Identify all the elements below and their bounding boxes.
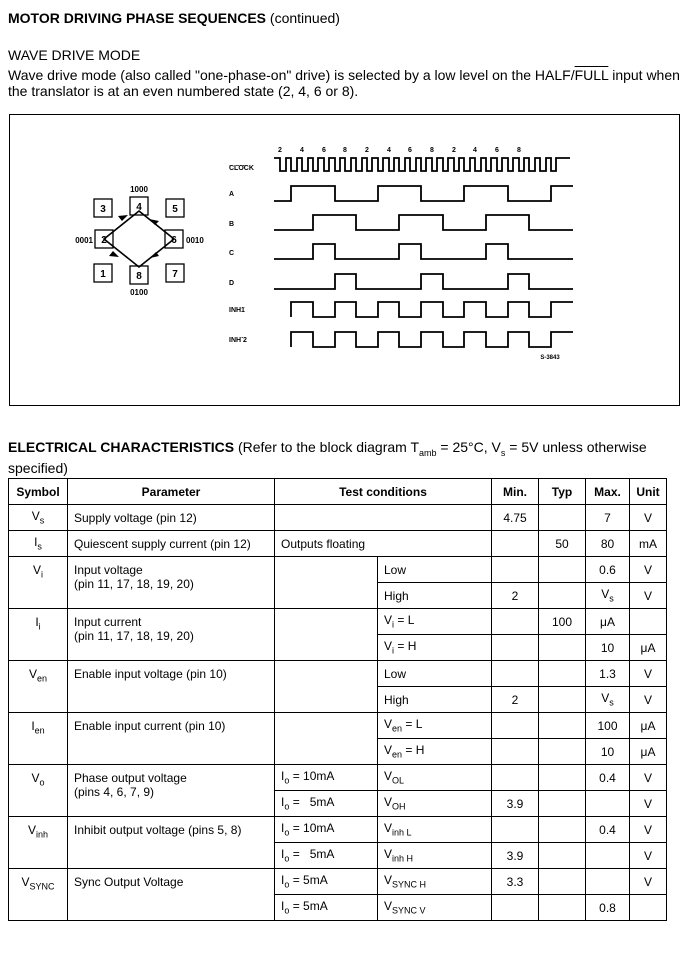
clock-number: 4 bbox=[473, 147, 477, 154]
cond-cell: High bbox=[378, 583, 492, 609]
cond-sub: en bbox=[392, 723, 403, 734]
typ-cell bbox=[539, 505, 586, 531]
cond-sym: V bbox=[384, 821, 393, 836]
cond-cell bbox=[378, 843, 492, 869]
max-cell: 7 bbox=[586, 505, 630, 531]
max-sub: s bbox=[609, 697, 614, 708]
cond-post: = L bbox=[402, 717, 423, 732]
description-paragraph bbox=[8, 67, 686, 99]
sym: I bbox=[31, 719, 35, 733]
inh2-label: INH 2 bbox=[229, 337, 247, 344]
max-cell: 1.3 bbox=[586, 661, 630, 687]
header-min: Min. bbox=[492, 479, 539, 505]
param-line-2: (pins 4, 6, 7, 9) bbox=[74, 785, 155, 799]
signal-c-label: C bbox=[229, 250, 235, 257]
max-cell: 80 bbox=[586, 531, 630, 557]
min-cell: 3.3 bbox=[492, 869, 539, 895]
io-sym: I bbox=[281, 899, 285, 914]
min-cell bbox=[492, 635, 539, 661]
io-sub: o bbox=[284, 879, 290, 890]
cond-cell bbox=[378, 765, 492, 791]
max-cell: 0.6 bbox=[586, 557, 630, 583]
header-max: Max. bbox=[586, 479, 630, 505]
symbol-cell bbox=[9, 765, 68, 817]
param-cell: Inhibit output voltage (pins 5, 8) bbox=[68, 817, 275, 869]
min-cell bbox=[492, 739, 539, 765]
min-cell: 2 bbox=[492, 583, 539, 609]
min-cell bbox=[492, 765, 539, 791]
cond-cell bbox=[378, 609, 492, 635]
table-row bbox=[9, 817, 667, 843]
typ-cell bbox=[539, 765, 586, 791]
clock-number: 2 bbox=[365, 147, 369, 154]
header-parameter: Parameter bbox=[68, 479, 275, 505]
cond-post: = H bbox=[402, 743, 425, 758]
cond-cell: High bbox=[378, 687, 492, 713]
elec-sub-pre: (Refer to the block diagram T bbox=[237, 439, 420, 455]
elec-sub-s: s bbox=[500, 447, 506, 458]
state-arrows bbox=[109, 215, 159, 258]
table-row bbox=[9, 557, 667, 583]
table-row bbox=[9, 713, 667, 739]
io-post: = 10mA bbox=[289, 821, 335, 836]
typ-cell bbox=[539, 687, 586, 713]
typ-cell: 50 bbox=[539, 531, 586, 557]
max-cell: μA bbox=[586, 609, 630, 635]
sym-sub: SYNC bbox=[29, 881, 55, 892]
io-post: = 5mA bbox=[289, 847, 335, 862]
clock-label: CLOCK bbox=[229, 165, 254, 172]
code-0100: 0100 bbox=[130, 288, 148, 297]
code-0010: 0010 bbox=[186, 236, 204, 245]
cond-sym: V bbox=[384, 613, 393, 628]
min-cell: 3.9 bbox=[492, 791, 539, 817]
sym: V bbox=[31, 771, 40, 785]
table-row bbox=[9, 531, 667, 557]
signal-d-label: D bbox=[229, 280, 235, 287]
cond-sym: V bbox=[384, 769, 393, 784]
sym-sub: en bbox=[34, 725, 45, 736]
typ-cell bbox=[539, 817, 586, 843]
clock-number: 2 bbox=[278, 147, 282, 154]
cond-post: = L bbox=[394, 613, 415, 628]
test-cell: Outputs floating bbox=[275, 531, 492, 557]
param-cell bbox=[68, 765, 275, 817]
io-sym: I bbox=[281, 821, 285, 836]
io-sub: o bbox=[284, 801, 290, 812]
sym: V bbox=[27, 823, 36, 837]
signal-b-waveform bbox=[274, 215, 573, 230]
cond-sym: V bbox=[384, 795, 393, 810]
cond-sym: V bbox=[384, 899, 393, 914]
unit-cell: V bbox=[630, 791, 667, 817]
max-cell bbox=[586, 869, 630, 895]
cond-sub: SYNC H bbox=[392, 879, 427, 890]
typ-cell bbox=[539, 557, 586, 583]
max-cell: 10 bbox=[586, 635, 630, 661]
figure-ref-code: S-3843 bbox=[540, 355, 560, 361]
cond-sub: OL bbox=[392, 775, 405, 786]
elec-sub-amb: amb bbox=[419, 447, 437, 458]
elec-sub-mid: = 25°C, V bbox=[436, 439, 501, 455]
unit-cell: V bbox=[630, 505, 667, 531]
symbol-cell bbox=[9, 609, 68, 661]
para-overline: FULL bbox=[574, 67, 609, 83]
symbol-cell bbox=[9, 869, 68, 921]
clock-waveform bbox=[274, 158, 570, 171]
max-sub: s bbox=[609, 593, 614, 604]
cond-cell bbox=[378, 635, 492, 661]
test-cell bbox=[275, 505, 492, 531]
state-label-1: 1 bbox=[100, 269, 106, 280]
sym-sub: s bbox=[39, 515, 45, 526]
clock-number: 6 bbox=[408, 147, 412, 154]
unit-cell bbox=[630, 895, 667, 921]
signal-b-label: B bbox=[229, 221, 235, 228]
inh1-waveform bbox=[291, 302, 573, 317]
io-sub: o bbox=[284, 905, 290, 916]
state-label-7: 7 bbox=[172, 269, 178, 280]
header-symbol: Symbol bbox=[9, 479, 68, 505]
table-header-row bbox=[9, 479, 667, 505]
cond-sub: en bbox=[392, 749, 403, 760]
max-sym: V bbox=[601, 691, 610, 706]
min-cell bbox=[492, 713, 539, 739]
unit-cell: V bbox=[630, 557, 667, 583]
max-cell: 0.4 bbox=[586, 765, 630, 791]
typ-cell bbox=[539, 583, 586, 609]
page-title bbox=[8, 10, 340, 26]
symbol-cell bbox=[9, 505, 68, 531]
io-post: = 5mA bbox=[289, 795, 335, 810]
unit-cell: V bbox=[630, 583, 667, 609]
min-cell bbox=[492, 609, 539, 635]
symbol-cell bbox=[9, 557, 68, 609]
typ-cell bbox=[539, 635, 586, 661]
unit-cell: V bbox=[630, 765, 667, 791]
clock-number: 8 bbox=[343, 147, 347, 154]
header-unit: Unit bbox=[630, 479, 667, 505]
clock-number: 4 bbox=[387, 147, 391, 154]
clock-number: 8 bbox=[517, 147, 521, 154]
param-cell: Enable input voltage (pin 10) bbox=[68, 661, 275, 713]
max-cell bbox=[586, 687, 630, 713]
max-cell bbox=[586, 583, 630, 609]
header-test-conditions: Test conditions bbox=[275, 479, 492, 505]
unit-cell: μA bbox=[630, 713, 667, 739]
symbol-cell bbox=[9, 661, 68, 713]
sym-sub: en bbox=[37, 673, 48, 684]
arrow-icon bbox=[109, 251, 119, 257]
io-sym: I bbox=[281, 769, 285, 784]
state-label-5: 5 bbox=[172, 204, 178, 215]
io-post: = 5mA bbox=[289, 899, 328, 914]
min-cell: 3.9 bbox=[492, 843, 539, 869]
signal-a-waveform bbox=[274, 186, 573, 201]
param-line-1: Phase output voltage bbox=[74, 771, 187, 785]
inh2-waveform bbox=[291, 332, 573, 347]
max-cell: 10 bbox=[586, 739, 630, 765]
state-label-4: 4 bbox=[136, 202, 142, 213]
sym: V bbox=[21, 875, 30, 889]
param-line-2: (pin 11, 17, 18, 19, 20) bbox=[74, 629, 194, 643]
unit-cell: μA bbox=[630, 635, 667, 661]
symbol-cell bbox=[9, 713, 68, 765]
cond-sub: inh H bbox=[392, 853, 414, 864]
symbol-cell bbox=[9, 817, 68, 869]
io-sub: o bbox=[284, 853, 290, 864]
max-cell bbox=[586, 843, 630, 869]
cond-sym: V bbox=[384, 873, 393, 888]
io-sub: o bbox=[284, 775, 290, 786]
elec-sub-post: = 5V unless otherwise specified) bbox=[8, 439, 647, 476]
unit-cell: mA bbox=[630, 531, 667, 557]
code-0001: 0001 bbox=[75, 236, 93, 245]
io-cell bbox=[275, 869, 378, 895]
signal-a-label: A bbox=[229, 191, 235, 198]
min-cell bbox=[492, 557, 539, 583]
sym-sub: o bbox=[39, 777, 45, 788]
io-cell bbox=[275, 895, 378, 921]
io-cell bbox=[275, 713, 378, 765]
typ-cell bbox=[539, 791, 586, 817]
section-heading: WAVE DRIVE MODE bbox=[8, 47, 141, 63]
cond-sym: V bbox=[384, 717, 393, 732]
signal-d-waveform bbox=[274, 274, 573, 289]
table-row bbox=[9, 505, 667, 531]
io-cell bbox=[275, 765, 378, 791]
param-line-2: (pin 11, 17, 18, 19, 20) bbox=[74, 577, 194, 591]
clock-number: 4 bbox=[300, 147, 304, 154]
io-cell bbox=[275, 557, 378, 609]
clock-number: 2 bbox=[452, 147, 456, 154]
title-text: MOTOR DRIVING PHASE SEQUENCES bbox=[8, 10, 267, 26]
max-cell: 100 bbox=[586, 713, 630, 739]
state-label-2: 2 bbox=[101, 235, 107, 246]
code-1000: 1000 bbox=[130, 185, 148, 194]
sym-sub: i bbox=[38, 621, 41, 632]
figure-box bbox=[9, 114, 680, 406]
unit-cell: V bbox=[630, 817, 667, 843]
max-cell: 0.4 bbox=[586, 817, 630, 843]
min-cell bbox=[492, 895, 539, 921]
table-row bbox=[9, 869, 667, 895]
signal-labels bbox=[229, 165, 254, 344]
state-label-6: 6 bbox=[171, 235, 177, 246]
typ-cell bbox=[539, 713, 586, 739]
cond-sym: V bbox=[384, 743, 393, 758]
unit-cell: V bbox=[630, 661, 667, 687]
min-cell bbox=[492, 531, 539, 557]
io-cell bbox=[275, 791, 378, 817]
state-label-3: 3 bbox=[100, 204, 106, 215]
signal-c-waveform bbox=[274, 244, 573, 259]
param-cell bbox=[68, 609, 275, 661]
title-suffix: (continued) bbox=[269, 10, 340, 26]
cond-sub: i bbox=[392, 645, 395, 656]
table-row bbox=[9, 609, 667, 635]
elec-heading bbox=[8, 440, 686, 476]
typ-cell: 100 bbox=[539, 609, 586, 635]
elec-title: ELECTRICAL CHARACTERISTICS bbox=[8, 439, 235, 455]
sym-sub: inh bbox=[36, 829, 49, 840]
io-sym: I bbox=[281, 847, 285, 862]
min-cell bbox=[492, 661, 539, 687]
param-cell: Enable input current (pin 10) bbox=[68, 713, 275, 765]
param-line-1: Input current bbox=[74, 615, 142, 629]
inh1-label: INH1 bbox=[229, 307, 245, 314]
typ-cell bbox=[539, 843, 586, 869]
cond-cell bbox=[378, 895, 492, 921]
clock-number: 6 bbox=[495, 147, 499, 154]
typ-cell bbox=[539, 869, 586, 895]
cond-sub: inh L bbox=[392, 827, 412, 838]
cond-sub: i bbox=[392, 619, 395, 630]
io-post: = 5mA bbox=[289, 873, 328, 888]
io-post: = 10mA bbox=[289, 769, 335, 784]
cond-cell: Low bbox=[378, 557, 492, 583]
unit-cell: μA bbox=[630, 739, 667, 765]
state-label-8: 8 bbox=[136, 271, 142, 282]
io-cell bbox=[275, 843, 378, 869]
symbol-cell bbox=[9, 531, 68, 557]
sym: V bbox=[31, 509, 40, 524]
param-line-1: Input voltage bbox=[74, 563, 143, 577]
sym-sub: s bbox=[37, 541, 42, 552]
param-cell bbox=[68, 557, 275, 609]
typ-cell bbox=[539, 739, 586, 765]
param-cell: Sync Output Voltage bbox=[68, 869, 275, 921]
io-sym: I bbox=[281, 873, 285, 888]
para-post: input when the translator is at an even numbered state (2, 4, 6 or 8). bbox=[8, 67, 680, 99]
sym: I bbox=[34, 535, 38, 550]
cond-cell bbox=[378, 739, 492, 765]
unit-cell: V bbox=[630, 687, 667, 713]
min-cell: 4.75 bbox=[492, 505, 539, 531]
cond-post: = H bbox=[394, 639, 417, 654]
waveform-figure bbox=[10, 115, 679, 405]
param-cell: Supply voltage (pin 12) bbox=[68, 505, 275, 531]
min-cell bbox=[492, 817, 539, 843]
io-sub: o bbox=[284, 827, 290, 838]
clock-number: 8 bbox=[430, 147, 434, 154]
sym: I bbox=[35, 615, 39, 629]
cond-cell bbox=[378, 713, 492, 739]
cond-sub: OH bbox=[392, 801, 406, 812]
para-pre: Wave drive mode (also called "one-phase-on" drive) is selected by a low level on the HALF/ bbox=[8, 67, 575, 83]
io-cell bbox=[275, 661, 378, 713]
cond-sym: V bbox=[384, 639, 393, 654]
state-diamond bbox=[104, 211, 174, 267]
cond-cell bbox=[378, 817, 492, 843]
min-cell: 2 bbox=[492, 687, 539, 713]
header-typ: Typ bbox=[539, 479, 586, 505]
io-cell bbox=[275, 609, 378, 661]
max-cell bbox=[586, 791, 630, 817]
unit-cell: V bbox=[630, 869, 667, 895]
electrical-characteristics-table bbox=[8, 478, 667, 921]
arrow-icon bbox=[149, 219, 159, 225]
typ-cell bbox=[539, 661, 586, 687]
sym: V bbox=[28, 667, 37, 681]
sym: V bbox=[32, 563, 41, 577]
cond-sym: V bbox=[384, 847, 393, 862]
cond-cell: Low bbox=[378, 661, 492, 687]
clock-numbers bbox=[278, 147, 521, 154]
max-cell: 0.8 bbox=[586, 895, 630, 921]
io-cell bbox=[275, 817, 378, 843]
max-sym: V bbox=[601, 587, 610, 602]
cond-cell bbox=[378, 791, 492, 817]
io-sym: I bbox=[281, 795, 285, 810]
param-cell: Quiescent supply current (pin 12) bbox=[68, 531, 275, 557]
table-row bbox=[9, 661, 667, 687]
clock-number: 6 bbox=[322, 147, 326, 154]
cond-cell bbox=[378, 869, 492, 895]
table-row bbox=[9, 765, 667, 791]
cond-sub: SYNC V bbox=[392, 905, 426, 916]
unit-cell bbox=[630, 609, 667, 635]
unit-cell: V bbox=[630, 843, 667, 869]
sym-sub: i bbox=[41, 569, 43, 580]
typ-cell bbox=[539, 895, 586, 921]
